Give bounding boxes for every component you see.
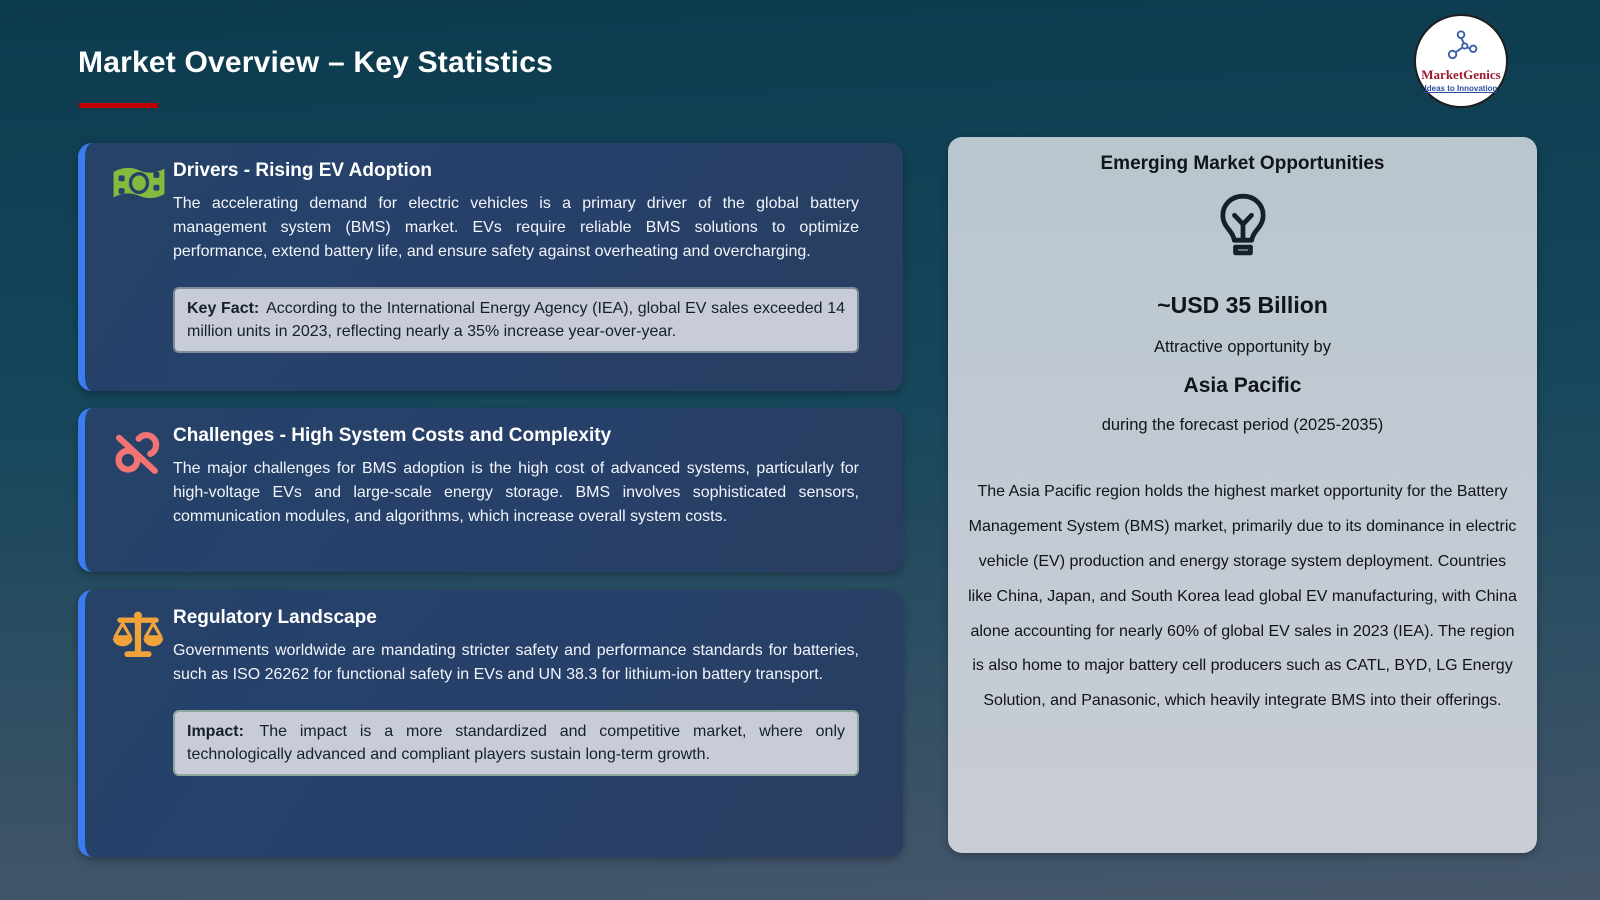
broken-link-icon bbox=[111, 428, 167, 484]
card-body: The accelerating demand for electric vehicles is a primary driver of the global battery management system (BMS) market. EVs require reliable BMS solutions to optimize performance, extend battery life, and ensure safety against overheating and overcharging. bbox=[173, 194, 859, 260]
scales-icon bbox=[111, 610, 167, 666]
card-title: Challenges - High System Costs and Complexity bbox=[173, 425, 612, 446]
impact-text: The impact is a more standardized and competitive market, where only technologically advanced and compliant players sustain long-term growth. bbox=[187, 722, 846, 763]
key-fact-text: According to the International Energy Agency (IEA), global EV sales exceeded 14 million units in 2023, reflecting nearly a 35% increase year-over-year. bbox=[187, 299, 845, 340]
molecule-icon bbox=[1441, 29, 1481, 66]
card-title: Regulatory Landscape bbox=[173, 607, 377, 628]
impact-box bbox=[173, 710, 859, 776]
key-fact-label: Key Fact: bbox=[187, 299, 260, 317]
opportunity-value: ~USD 35 Billion bbox=[1157, 292, 1328, 318]
company-logo bbox=[1414, 14, 1508, 108]
opportunity-panel bbox=[948, 137, 1537, 853]
page-title: Market Overview – Key Statistics bbox=[78, 46, 553, 79]
opportunity-subtitle: Attractive opportunity by bbox=[1153, 338, 1331, 356]
logo-brand-text: MarketGenics bbox=[1421, 67, 1501, 83]
card-body: Governments worldwide are mandating stricter safety and performance standards for batteries, such as ISO 26262 for functional safety in EVs and UN 38.3 for lithium-ion battery transport. bbox=[173, 641, 859, 683]
opportunity-title: Emerging Market Opportunities bbox=[1100, 153, 1385, 174]
opportunity-period: during the forecast period (2025-2035) bbox=[1101, 416, 1384, 434]
money-bill-icon bbox=[111, 163, 167, 219]
card-body: The major challenges for BMS adoption is the high cost of advanced systems, particularly for high-voltage EVs and large-scale energy storage. BMS involves sophisticated sensors, communication modules, and algorithms, which increase overall system costs. bbox=[173, 459, 859, 525]
title-underline bbox=[79, 103, 158, 108]
drivers-card bbox=[78, 143, 903, 391]
regulatory-card bbox=[78, 590, 903, 857]
opportunity-description: The Asia Pacific region holds the highest market opportunity for the Battery Management System (BMS) market, primarily due to its dominance in electric vehicle (EV) production and energy storage system deployment. Countries like China, Japan, and South Korea lead global EV manufacturing, with China alone accounting for nearly 60% of global EV sales in 2023 (IEA). The region is also home to major battery cell producers such as CATL, BYD, LG Energy Solution, and Panasonic, which heavily integrate BMS into their offerings. bbox=[968, 483, 1517, 710]
card-title: Drivers - Rising EV Adoption bbox=[173, 160, 432, 181]
impact-label: Impact: bbox=[187, 722, 244, 740]
lightbulb-icon bbox=[962, 193, 1523, 268]
challenges-card bbox=[78, 408, 903, 572]
logo-tagline-text: Ideas to Innovation bbox=[1424, 83, 1498, 93]
key-fact-box bbox=[173, 287, 859, 353]
opportunity-region: Asia Pacific bbox=[1183, 374, 1302, 397]
